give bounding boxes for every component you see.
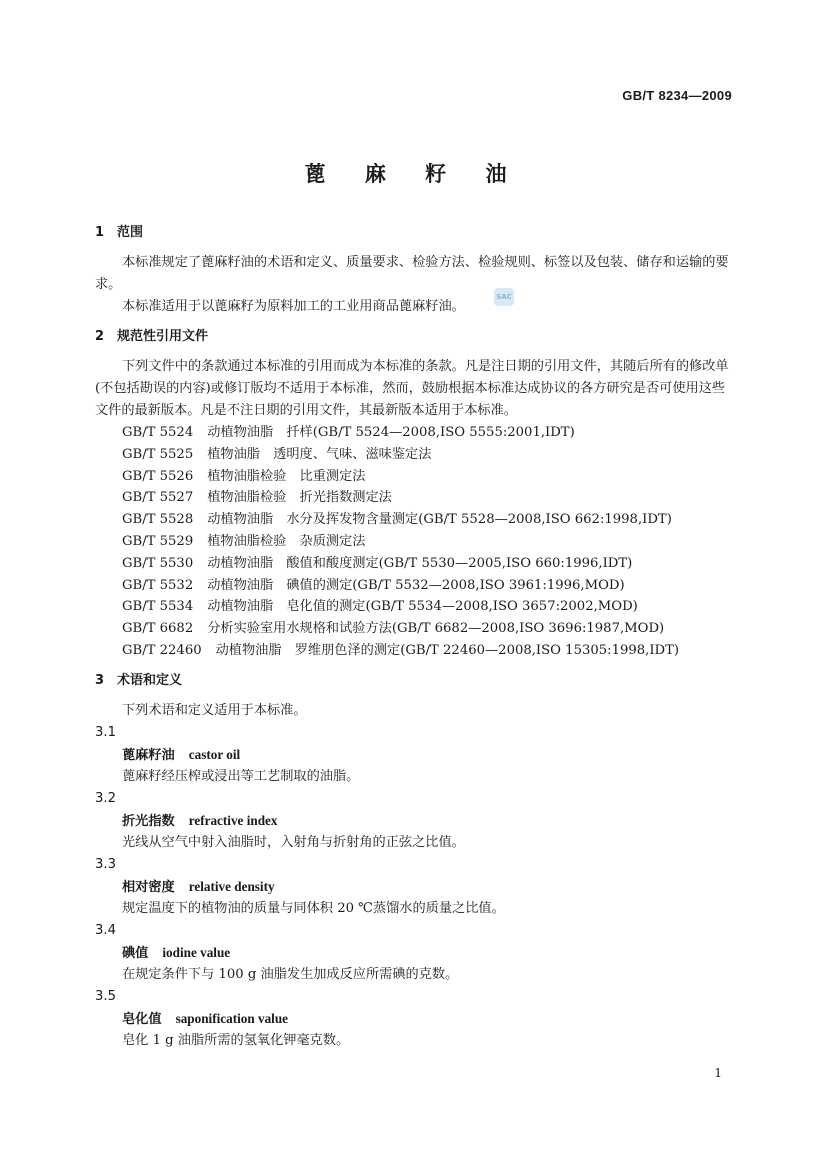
reference-item (95, 444, 735, 466)
reference-item (95, 575, 735, 597)
term-en: iodine value (162, 944, 231, 960)
reference-title: 动植物油脂 罗维朋色泽的测定(GB/T 22460—2008,ISO 15305:1998,IDT) (215, 642, 680, 658)
paragraph: 下列文件中的条款通过本标准的引用而成为本标准的条款。凡是注日期的引用文件，其随后所有的修改单(不包括勘误的内容)或修订版均不适用于本标准，然而，鼓励根据本标准达成协议的各方研究是否可使用这些文件的最新版本。凡是不注日期的引用文件，其最新版本适用于本标准。 (95, 359, 729, 418)
term-en: saponification value (175, 1010, 289, 1026)
reference-title: 植物油脂检验 杂质测定法 (207, 533, 366, 549)
term-heading (95, 942, 735, 964)
reference-code: GB/T 5530 (122, 555, 194, 571)
reference-code: GB/T 5534 (122, 599, 194, 615)
section-heading-normative-references (95, 326, 735, 348)
document-title: 蓖 麻 籽 油 (304, 162, 523, 186)
term-definition: 皂化 1 g 油脂所需的氢氧化钾毫克数。 (122, 1032, 350, 1048)
reference-item (95, 640, 735, 662)
term-number: 3.5 (95, 988, 116, 1004)
reference-item (95, 422, 735, 444)
reference-code: GB/T 5527 (122, 490, 194, 506)
section-number: 2 (95, 329, 105, 344)
reference-code: GB/T 5528 (122, 512, 194, 528)
term-zh: 碘值 (122, 945, 149, 961)
section-number: 1 (95, 225, 105, 240)
section-title: 范围 (117, 225, 144, 240)
term-number: 3.3 (95, 856, 116, 872)
reference-list (95, 422, 735, 662)
term-heading (95, 810, 735, 832)
term-en: relative density (188, 878, 275, 894)
page-number: 1 (714, 1066, 722, 1080)
reference-item (95, 531, 735, 553)
term-en: castor oil (188, 746, 241, 762)
reference-item (95, 618, 735, 640)
standard-number: GB/T 8234—2009 (622, 88, 732, 103)
reference-code: GB/T 5526 (122, 468, 194, 484)
sac-watermark: SAC (494, 288, 514, 306)
term-en: refractive index (188, 812, 278, 828)
section-title: 规范性引用文件 (117, 329, 209, 344)
term-heading (95, 744, 735, 766)
reference-title: 动植物油脂 碘值的测定(GB/T 5532—2008,ISO 3961:1996,MOD) (207, 577, 625, 593)
reference-item (95, 487, 735, 509)
reference-title: 动植物油脂 扦样(GB/T 5524—2008,ISO 5555:2001,IDT) (207, 425, 575, 440)
reference-code: GB/T 5532 (122, 577, 194, 593)
reference-code: GB/T 6682 (122, 621, 194, 637)
term-list (95, 722, 735, 1052)
reference-title: 分析实验室用水规格和试验方法(GB/T 6682—2008,ISO 3696:1987,MOD) (207, 621, 665, 637)
reference-code: GB/T 5525 (122, 446, 194, 462)
term-definition: 蓖麻籽经压榨或浸出等工艺制取的油脂。 (122, 768, 360, 784)
term-zh: 相对密度 (122, 879, 175, 895)
section-heading-scope (95, 222, 735, 244)
reference-title: 动植物油脂 水分及挥发物含量测定(GB/T 5528—2008,ISO 662:1998,IDT) (207, 512, 672, 528)
section-number: 3 (95, 672, 105, 688)
term-zh: 皂化值 (122, 1011, 162, 1027)
reference-title: 动植物油脂 皂化值的测定(GB/T 5534—2008,ISO 3657:2002,MOD) (207, 599, 638, 615)
reference-title: 植物油脂 透明度、气味、滋味鉴定法 (207, 446, 432, 462)
document-body (95, 222, 735, 1052)
term-zh: 蓖麻籽油 (122, 747, 175, 763)
reference-item (95, 553, 735, 575)
reference-title: 植物油脂检验 折光指数测定法 (207, 490, 392, 506)
reference-code: GB/T 5524 (122, 425, 194, 440)
term-definition: 光线从空气中射入油脂时，入射角与折射角的正弦之比值。 (122, 834, 465, 850)
reference-title: 动植物油脂 酸值和酸度测定(GB/T 5530—2005,ISO 660:1996,IDT) (207, 555, 633, 571)
paragraph: 下列术语和定义适用于本标准。 (122, 702, 307, 718)
reference-item (95, 509, 735, 531)
section-heading-terms-definitions (95, 670, 735, 692)
reference-item (95, 466, 735, 488)
term-definition: 在规定条件下与 100 g 油脂发生加成反应所需碘的克数。 (122, 966, 459, 982)
term-number: 3.2 (95, 790, 116, 806)
paragraph: 本标准规定了蓖麻籽油的术语和定义、质量要求、检验方法、检验规则、标签以及包装、储存和运输的要求。 (95, 255, 729, 292)
term-zh: 折光指数 (122, 813, 175, 829)
term-number: 3.4 (95, 922, 116, 938)
reference-item (95, 596, 735, 618)
term-heading (95, 876, 735, 898)
section-title: 术语和定义 (117, 672, 183, 688)
reference-code: GB/T 22460 (122, 642, 202, 658)
reference-title: 植物油脂检验 比重测定法 (207, 468, 366, 484)
reference-code: GB/T 5529 (122, 533, 194, 549)
term-definition: 规定温度下的植物油的质量与同体积 20 ℃蒸馏水的质量之比值。 (122, 900, 505, 916)
term-number: 3.1 (95, 724, 116, 740)
term-heading (95, 1008, 735, 1030)
paragraph: 本标准适用于以蓖麻籽为原料加工的工业用商品蓖麻籽油。 (122, 299, 465, 314)
